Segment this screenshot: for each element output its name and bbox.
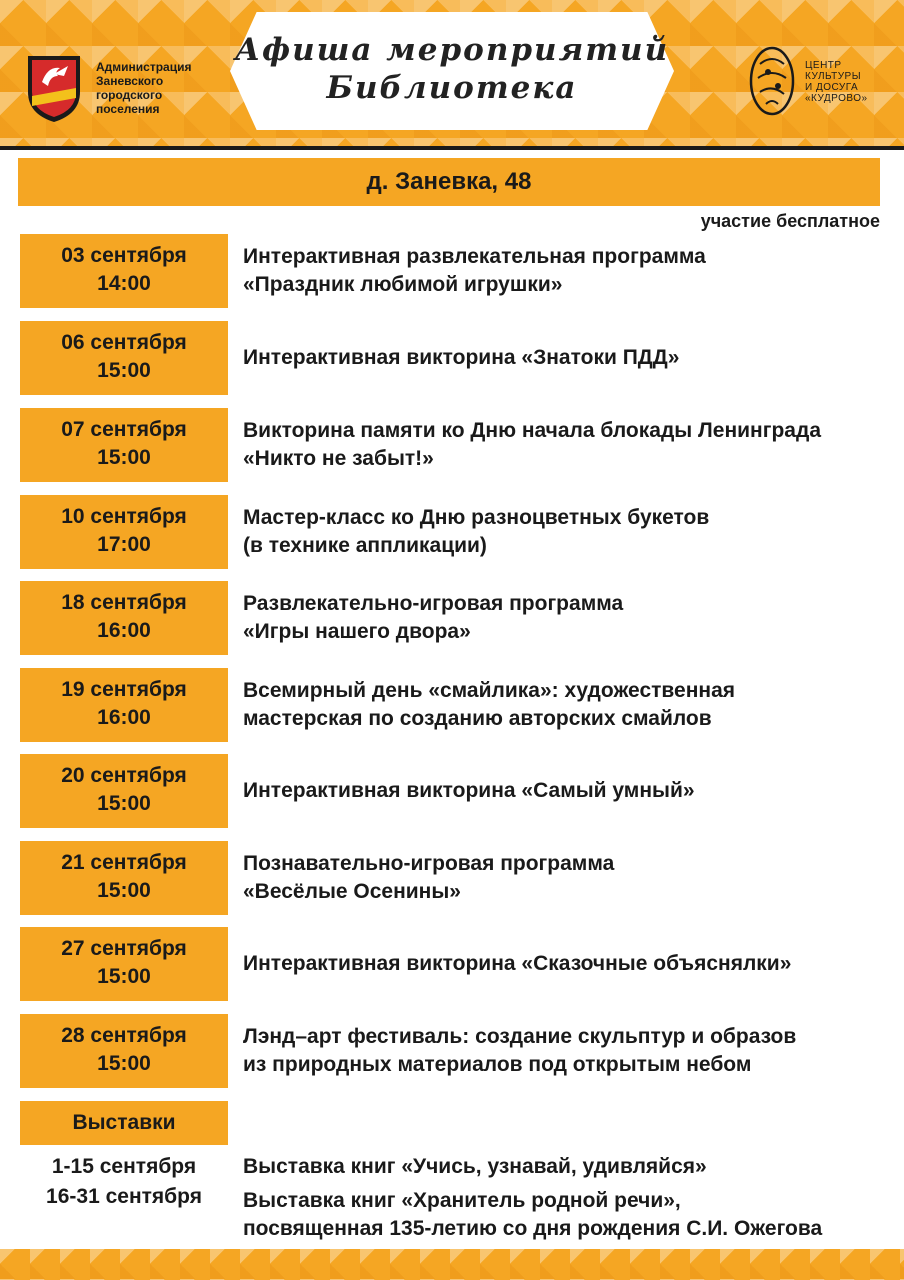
admin-name-line: поселения	[96, 102, 160, 116]
exhibition-title-line: Выставка книг «Учись, узнавай, удивляйся»	[243, 1155, 707, 1178]
event-title-line: «Игры нашего двора»	[243, 620, 471, 643]
event-datetime	[20, 234, 228, 308]
exhibition-title-line: посвященная 135-летию со дня рождения С.И. Ожегова	[243, 1217, 823, 1240]
event-description	[243, 841, 903, 915]
event-title-line: мастерская по созданию авторских смайлов	[243, 707, 712, 730]
event-title-line: Викторина памяти ко Дню начала блокады Ленинграда	[243, 419, 821, 442]
participation-note: участие бесплатное	[700, 211, 880, 231]
event-datetime	[20, 927, 228, 1001]
event-title-line: Интерактивная викторина «Самый умный»	[243, 779, 695, 802]
exhibitions-label: Выставки	[20, 1101, 228, 1145]
event-title-line: Развлекательно-игровая программа	[243, 592, 624, 615]
event-description	[243, 234, 903, 308]
event-row	[20, 408, 890, 482]
event-date: 19 сентября	[61, 678, 187, 701]
event-row	[20, 927, 890, 1001]
event-row	[20, 1014, 890, 1088]
event-time: 15:00	[97, 446, 151, 469]
event-row	[20, 841, 890, 915]
event-datetime	[20, 581, 228, 655]
culture-center-line: И ДОСУГА	[805, 82, 859, 93]
event-date: 10 сентября	[61, 505, 187, 528]
event-title-line: Лэнд–арт фестиваль: создание скульптур и образов	[243, 1025, 797, 1048]
event-datetime	[20, 321, 228, 395]
location-banner: д. Заневка, 48	[18, 158, 880, 206]
coat-of-arms-icon	[24, 52, 84, 124]
event-time: 15:00	[97, 792, 151, 815]
event-description	[243, 668, 903, 742]
event-title-line: «Праздник любимой игрушки»	[243, 273, 563, 296]
event-time: 15:00	[97, 1052, 151, 1075]
event-row	[20, 581, 890, 655]
event-row	[20, 234, 890, 308]
event-title-line: из природных материалов под открытым небом	[243, 1053, 752, 1076]
event-datetime	[20, 754, 228, 828]
event-title-line: Интерактивная викторина «Сказочные объяснялки»	[243, 952, 792, 975]
event-time: 15:00	[97, 879, 151, 902]
event-row	[20, 668, 890, 742]
event-description	[243, 495, 903, 569]
exhibition-dates: 16-31 сентября	[46, 1185, 202, 1208]
event-date: 06 сентября	[61, 331, 187, 354]
event-date: 07 сентября	[61, 418, 187, 441]
event-row	[20, 754, 890, 828]
event-description	[243, 408, 903, 482]
exhibition-title-line: Выставка книг «Хранитель родной речи»,	[243, 1189, 681, 1212]
admin-name	[96, 60, 226, 116]
event-datetime	[20, 841, 228, 915]
exhibition-description	[243, 1187, 903, 1243]
culture-center-line: КУЛЬТУРЫ	[805, 71, 862, 82]
admin-name-line: Администрация	[96, 60, 192, 74]
admin-name-line: Заневского	[96, 74, 164, 88]
culture-center-line: «КУДРОВО»	[805, 93, 868, 104]
event-title-line: Мастер-класс ко Дню разноцветных букетов	[243, 506, 710, 529]
exhibition-description	[243, 1153, 903, 1181]
page-title: Афиша мероприятий	[234, 32, 670, 68]
culture-center-logo-icon	[748, 44, 796, 118]
event-time: 17:00	[97, 533, 151, 556]
event-date: 03 сентября	[61, 244, 187, 267]
exhibition-dates: 1-15 сентября	[51, 1155, 197, 1178]
culture-center-line: ЦЕНТР	[805, 60, 842, 71]
event-time: 15:00	[97, 359, 151, 382]
event-date: 18 сентября	[61, 591, 187, 614]
event-datetime	[20, 668, 228, 742]
event-time: 14:00	[97, 272, 151, 295]
event-date: 28 сентября	[61, 1024, 187, 1047]
event-title-line: Всемирный день «смайлика»: художественная	[243, 679, 736, 702]
event-description	[243, 927, 903, 1001]
event-date: 27 сентября	[61, 937, 187, 960]
event-description	[243, 581, 903, 655]
admin-name-line: городского	[96, 88, 163, 102]
event-title-line: (в технике аппликации)	[243, 534, 487, 557]
event-title-line: «Весёлые Осенины»	[243, 880, 461, 903]
event-description	[243, 1014, 903, 1088]
event-title-line: «Никто не забыт!»	[243, 447, 434, 470]
event-datetime	[20, 495, 228, 569]
event-title-line: Интерактивная викторина «Знатоки ПДД»	[243, 346, 680, 369]
culture-center-name	[805, 60, 895, 104]
event-time: 16:00	[97, 619, 151, 642]
header-divider	[0, 146, 904, 150]
event-description	[243, 754, 903, 828]
event-row	[20, 321, 890, 395]
page-subtitle: Библиотека	[326, 70, 578, 106]
event-title-line: Интерактивная развлекательная программа	[243, 245, 706, 268]
event-title-line: Познавательно-игровая программа	[243, 852, 615, 875]
event-datetime	[20, 1014, 228, 1088]
event-time: 16:00	[97, 706, 151, 729]
event-description	[243, 321, 903, 395]
footer-banner	[0, 1249, 904, 1280]
event-time: 15:00	[97, 965, 151, 988]
event-row	[20, 495, 890, 569]
event-date: 21 сентября	[61, 851, 187, 874]
event-date: 20 сентября	[61, 764, 187, 787]
event-datetime	[20, 408, 228, 482]
